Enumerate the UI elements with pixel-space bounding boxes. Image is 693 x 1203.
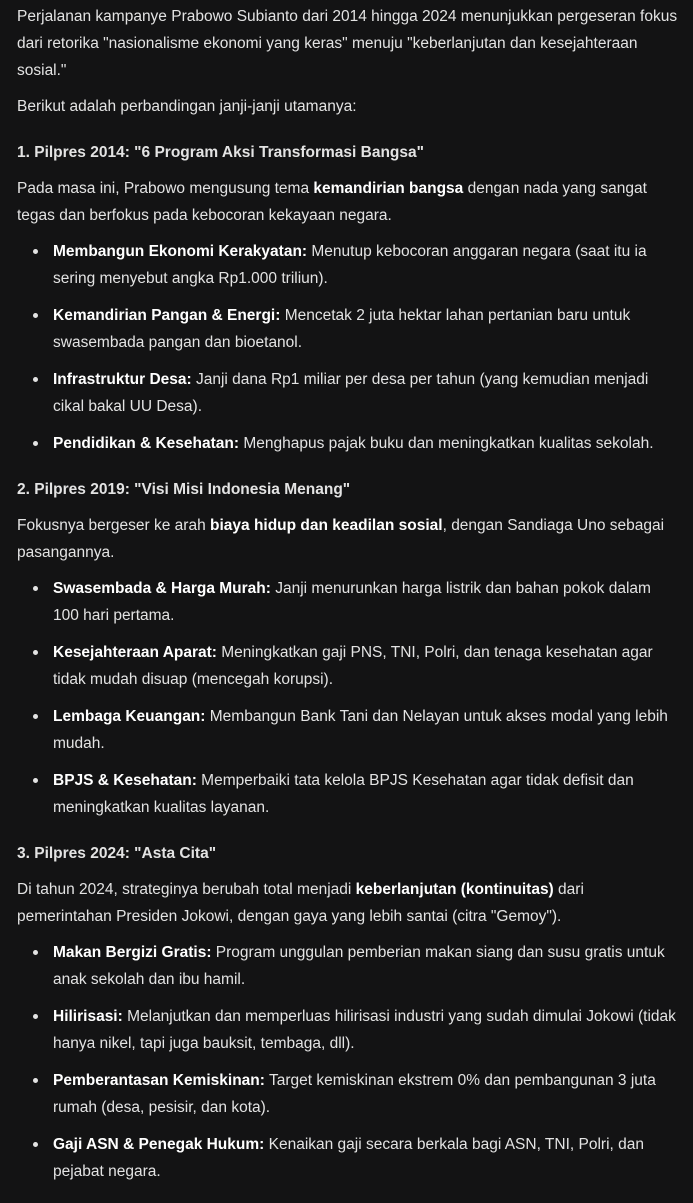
bullet-icon	[33, 249, 38, 254]
list-item: Hilirisasi: Melanjutkan dan memperluas hilirisasi industri yang sudah dimulai Jokowi (tidak hanya nikel, tapi juga bauksit, tembaga, dll).	[17, 1003, 679, 1057]
list-item: Kesejahteraan Aparat: Meningkatkan gaji PNS, TNI, Polri, dan tenaga kesehatan agar tidak mudah disuap (mencegah korupsi).	[17, 639, 679, 693]
list-item: Infrastruktur Desa: Janji dana Rp1 miliar per desa per tahun (yang kemudian menjadi cikal bakal UU Desa).	[17, 366, 679, 420]
promise-list-2014	[17, 238, 679, 457]
bullet-icon	[33, 714, 38, 719]
list-item: Lembaga Keuangan: Membangun Bank Tani dan Nelayan untuk akses modal yang lebih mudah.	[17, 703, 679, 757]
section-title-2019: 2. Pilpres 2019: "Visi Misi Indonesia Menang"	[17, 481, 351, 498]
promise-list-2024	[17, 939, 679, 1185]
bullet-icon	[33, 778, 38, 783]
bullet-icon	[33, 1078, 38, 1083]
section-title-2024: 3. Pilpres 2024: "Asta Cita"	[17, 845, 217, 862]
section-desc-2019: Fokusnya bergeser ke arah biaya hidup dan keadilan sosial, dengan Sandiaga Uno sebagai pasangannya.	[17, 517, 665, 561]
lead-paragraph: Berikut adalah perbandingan janji-janji utamanya:	[17, 98, 357, 115]
section-desc-2024: Di tahun 2024, strateginya berubah total menjadi keberlanjutan (kontinuitas) dari pemerintahan Presiden Jokowi, dengan gaya yang lebih santai (citra "Gemoy").	[17, 881, 584, 925]
list-item: Swasembada & Harga Murah: Janji menurunkan harga listrik dan bahan pokok dalam 100 hari pertama.	[17, 575, 679, 629]
bullet-icon	[33, 377, 38, 382]
bullet-icon	[33, 441, 38, 446]
list-item: Gaji ASN & Penegak Hukum: Kenaikan gaji secara berkala bagi ASN, TNI, Polri, dan pejabat negara.	[17, 1131, 679, 1185]
section-title-2014: 1. Pilpres 2014: "6 Program Aksi Transformasi Bangsa"	[17, 144, 424, 161]
list-item: Pendidikan & Kesehatan: Menghapus pajak buku dan meningkatkan kualitas sekolah.	[17, 430, 679, 457]
intro-paragraph: Perjalanan kampanye Prabowo Subianto dari 2014 hingga 2024 menunjukkan pergeseran fokus dari retorika "nasionalisme ekonomi yang keras" menuju "keberlanjutan dan kesejahteraan sosial."	[17, 8, 678, 79]
bullet-icon	[33, 950, 38, 955]
list-item: Kemandirian Pangan & Energi: Mencetak 2 juta hektar lahan pertanian baru untuk swasembada pangan dan bioetanol.	[17, 302, 679, 356]
list-item: Pemberantasan Kemiskinan: Target kemiskinan ekstrem 0% dan pembangunan 3 juta rumah (desa, pesisir, dan kota).	[17, 1067, 679, 1121]
bullet-icon	[33, 586, 38, 591]
bullet-icon	[33, 650, 38, 655]
section-desc-2014: Pada masa ini, Prabowo mengusung tema kemandirian bangsa dengan nada yang sangat tegas dan berfokus pada kebocoran kekayaan negara.	[17, 180, 647, 224]
list-item: BPJS & Kesehatan: Memperbaiki tata kelola BPJS Kesehatan agar tidak defisit dan meningkatkan kualitas layanan.	[17, 767, 679, 821]
bullet-icon	[33, 313, 38, 318]
bullet-icon	[33, 1014, 38, 1019]
bullet-icon	[33, 1142, 38, 1147]
response-content	[0, 3, 693, 1185]
list-item: Makan Bergizi Gratis: Program unggulan pemberian makan siang dan susu gratis untuk anak sekolah dan ibu hamil.	[17, 939, 679, 993]
list-item: Membangun Ekonomi Kerakyatan: Menutup kebocoran anggaran negara (saat itu ia sering menyebut angka Rp1.000 triliun).	[17, 238, 679, 292]
promise-list-2019	[17, 575, 679, 821]
